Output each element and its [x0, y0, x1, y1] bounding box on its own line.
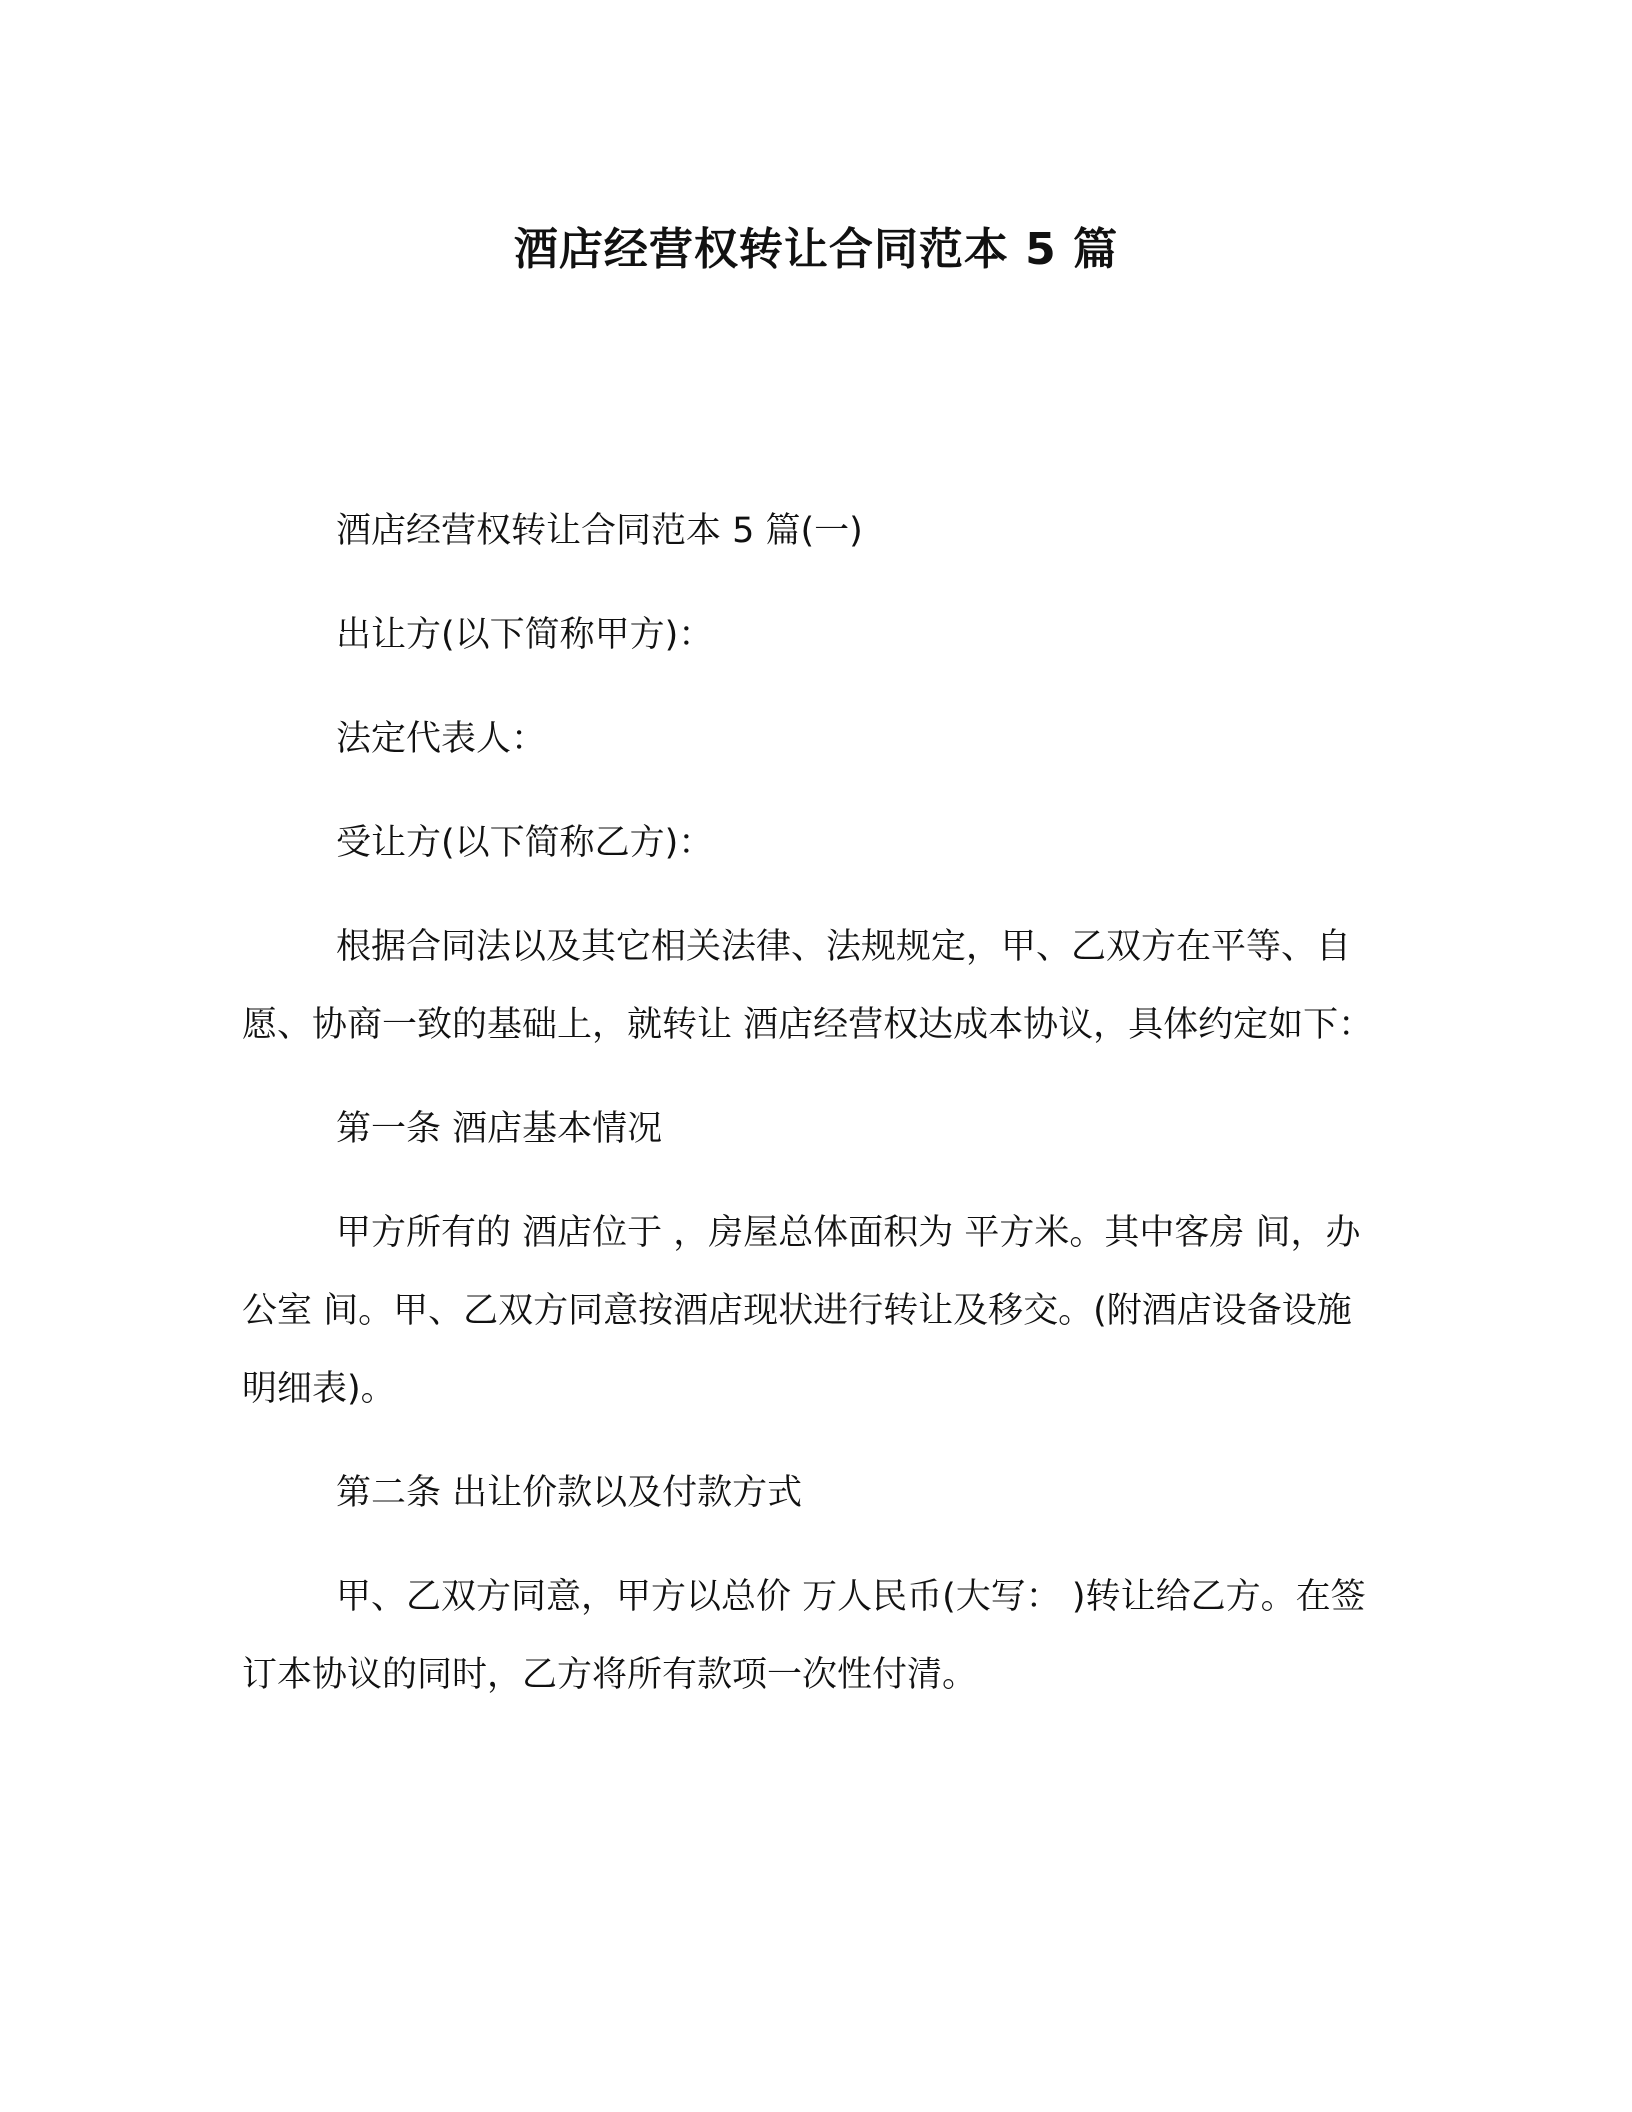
- section-heading: 酒店经营权转让合同范本 5 篇(一): [336, 511, 863, 551]
- document-title: 酒店经营权转让合同范本 5 篇: [513, 224, 1119, 275]
- transferor-field: 出让方(以下简称甲方)：: [336, 615, 714, 655]
- legal-representative-field: 法定代表人：: [336, 719, 547, 759]
- document-body: [242, 492, 1378, 1740]
- article-2-body: 甲、乙双方同意，甲方以总价 万人民币(大写： )转让给乙方。在签订本协议的同时，乙方将所有款项一次性付清。: [242, 1577, 1366, 1695]
- article-1-body: 甲方所有的 酒店位于 ，房屋总体面积为 平方米。其中客房 间，办公室 间。甲、乙双方同意按酒店现状进行转让及移交。(附酒店设备设施明细表)。: [242, 1213, 1361, 1409]
- article-2-heading: 第二条 出让价款以及付款方式: [336, 1473, 803, 1513]
- preamble-paragraph: 根据合同法以及其它相关法律、法规规定，甲、乙双方在平等、自愿、协商一致的基础上，就转让 酒店经营权达成本协议，具体约定如下：: [242, 927, 1374, 1045]
- transferee-field: 受让方(以下简称乙方)：: [336, 823, 714, 863]
- article-1-heading: 第一条 酒店基本情况: [336, 1109, 663, 1149]
